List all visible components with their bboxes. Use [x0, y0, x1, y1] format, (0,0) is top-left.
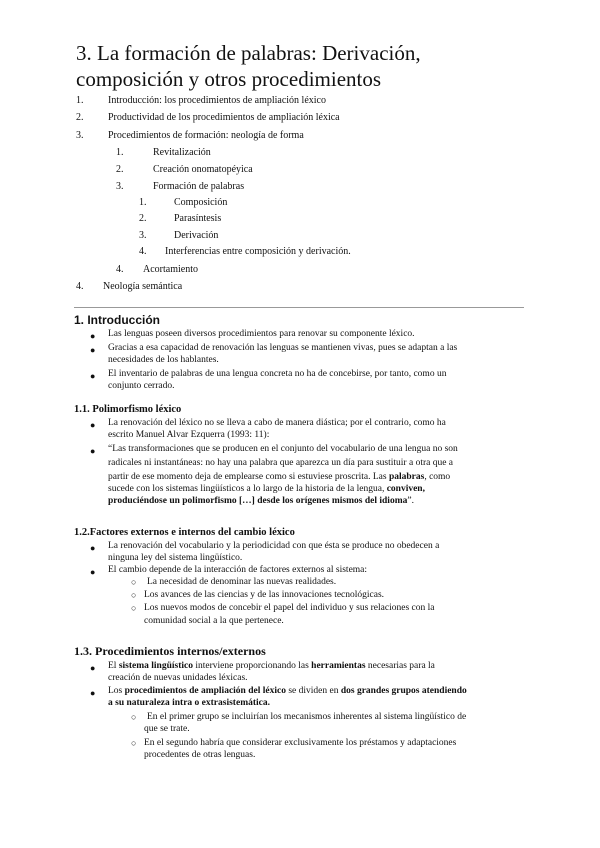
quote: “Las transformaciones que se producen en el conjunto del vocabulario de una lengua no son: [108, 444, 458, 454]
toc-num: 4.: [116, 264, 124, 275]
toc-num: 1.: [76, 95, 84, 106]
paragraph: creación de nuevas unidades léxicas.: [108, 673, 248, 683]
quote: sucede con los sistemas lingüísticos a lo largo de la historia de la lengua, conviven,: [108, 484, 425, 494]
divider: [74, 307, 524, 308]
toc-num: 1.: [139, 197, 147, 208]
subsection-heading: 1.1. Polimorfismo léxico: [74, 404, 182, 415]
bullet-icon: ●: [90, 543, 96, 553]
paragraph: conjunto cerrado.: [108, 381, 175, 391]
quote: partir de ese momento deja de emplearse como si estuviese proscrita. Las palabras, como: [108, 472, 451, 482]
toc-item: Parasíntesis: [174, 213, 222, 224]
toc-num: 3.: [116, 181, 124, 192]
paragraph: que se trate.: [144, 724, 190, 734]
paragraph: La renovación del vocabulario y la periodicidad con que ésta se produce no obedecen a: [108, 541, 440, 551]
circle-bullet-icon: ○: [131, 738, 137, 748]
paragraph: Las lenguas poseen diversos procedimientos para renovar su componente léxico.: [108, 329, 415, 339]
paragraph: procedentes de otras lenguas.: [144, 750, 256, 760]
bullet-icon: ●: [90, 688, 96, 698]
toc-num: 3.: [139, 230, 147, 241]
paragraph: El inventario de palabras de una lengua concreta no ha de concebirse, por tanto, como un: [108, 369, 447, 379]
toc-item: Composición: [174, 197, 228, 208]
bullet-icon: ●: [90, 420, 96, 430]
paragraph: escrito Manuel Alvar Ezquerra (1993: 11):: [108, 430, 270, 440]
subsection-heading: 1.3. Procedimientos internos/externos: [74, 644, 266, 658]
toc-item: Acortamiento: [143, 264, 198, 275]
paragraph: Los procedimientos de ampliación del léxico se dividen en dos grandes grupos atendiendo: [108, 686, 467, 696]
paragraph: En el segundo habría que considerar exclusivamente los préstamos y adaptaciones: [144, 738, 457, 748]
title-line-1: 3. La formación de palabras: Derivación,: [76, 41, 421, 65]
toc-item: Interferencias entre composición y derivación.: [165, 246, 351, 257]
paragraph: Gracias a esa capacidad de renovación las lenguas se mantienen vivas, pues se adaptan a las: [108, 343, 458, 353]
paragraph: comunidad social a la que pertenece.: [144, 616, 284, 626]
toc-item: Creación onomatopéyica: [153, 164, 253, 175]
paragraph: necesidades de los hablantes.: [108, 355, 219, 365]
toc-num: 4.: [76, 281, 84, 292]
paragraph: El cambio depende de la interacción de factores externos al sistema:: [108, 565, 368, 575]
toc-num: 2.: [139, 213, 147, 224]
paragraph: El sistema lingüístico interviene proporcionando las herramientas necesarias para la: [108, 661, 435, 671]
paragraph: La necesidad de denominar las nuevas realidades.: [147, 577, 337, 587]
bullet-icon: ●: [90, 663, 96, 673]
circle-bullet-icon: ○: [131, 603, 137, 613]
quote: radicales ni instantáneas: no hay una palabra que aparezca un día para sustituir a otra que a: [108, 458, 454, 468]
bullet-icon: ●: [90, 371, 96, 381]
toc-item: Productividad de los procedimientos de ampliación léxica: [108, 112, 340, 123]
paragraph: ninguna ley del sistema lingüístico.: [108, 553, 243, 563]
circle-bullet-icon: ○: [131, 590, 137, 600]
toc-item: Revitalización: [153, 147, 211, 158]
bullet-icon: ●: [90, 567, 96, 577]
circle-bullet-icon: ○: [131, 577, 137, 587]
section-heading: 1. Introducción: [74, 313, 161, 327]
bullet-icon: ●: [90, 446, 96, 456]
subsection-heading: 1.2.Factores externos e internos del cambio léxico: [74, 527, 295, 538]
paragraph: Los nuevos modos de concebir el papel del individuo y sus relaciones con la: [144, 603, 435, 613]
paragraph: En el primer grupo se incluirían los mecanismos inherentes al sistema lingüístico de: [147, 712, 467, 722]
toc-item: Derivación: [174, 230, 219, 241]
toc-item: Neología semántica: [103, 281, 183, 292]
quote: produciéndose un polimorfismo […] desde los orígenes mismos del idioma”.: [108, 496, 414, 506]
toc-num: 1.: [116, 147, 124, 158]
toc-num: 2.: [76, 112, 84, 123]
toc-num: 3.: [76, 130, 84, 141]
bullet-icon: ●: [90, 331, 96, 341]
page-title: [76, 40, 576, 92]
paragraph: Los avances de las ciencias y de las innovaciones tecnológicas.: [144, 590, 385, 600]
paragraph: a su naturaleza intra o extrasistemática.: [108, 698, 270, 708]
toc-num: 4.: [139, 246, 147, 257]
circle-bullet-icon: ○: [131, 712, 137, 722]
bullet-icon: ●: [90, 345, 96, 355]
paragraph: La renovación del léxico no se lleva a cabo de manera diástica; por el contrario, como ha: [108, 418, 446, 428]
title-line-2: composición y otros procedimientos: [76, 67, 382, 91]
toc-item: Procedimientos de formación: neología de forma: [108, 130, 304, 141]
toc-item: Introducción: los procedimientos de ampliación léxico: [108, 95, 326, 106]
toc-item: Formación de palabras: [153, 181, 245, 192]
toc-num: 2.: [116, 164, 124, 175]
